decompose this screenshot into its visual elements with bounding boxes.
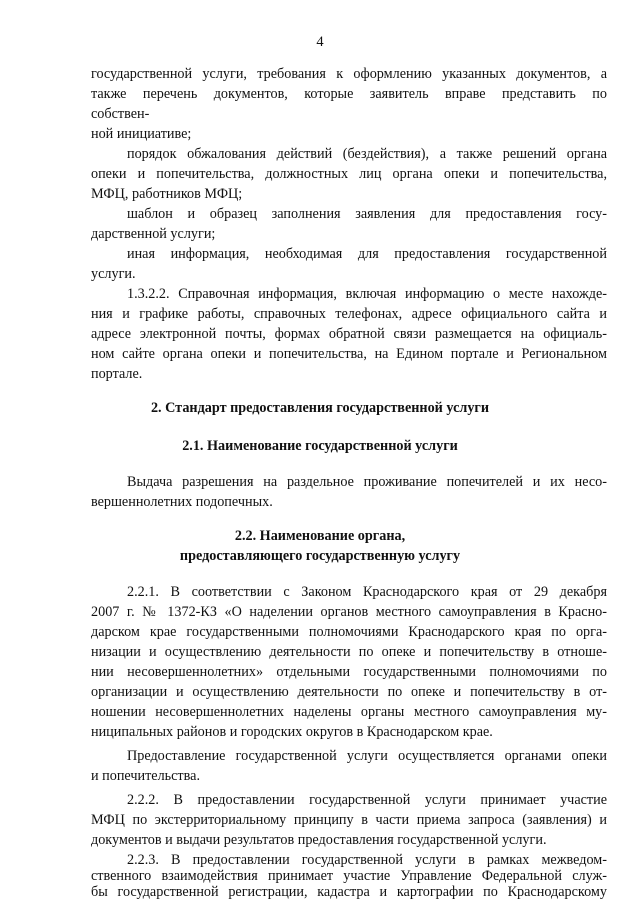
text-line: ния и графике работы, справочных телефонах, адресе официального сайта и [91, 306, 607, 322]
text-line: документов и выдачи результатов предоставления государственной услуги. [91, 832, 547, 848]
text-line: ном сайте органа опеки и попечительства, на Едином портале и Региональном [91, 346, 607, 362]
text-line: МФЦ, работников МФЦ; [91, 186, 243, 202]
text-line: нии несовершеннолетних» отдельными государственными полномочиями по [91, 664, 607, 680]
text-line: шаблон и образец заполнения заявления для предоставления госу- [127, 206, 607, 222]
text-line: ной инициативе; [91, 126, 192, 142]
text-line: Предоставление государственной услуги осуществляется органами опеки [127, 748, 607, 764]
text-line: организации и осуществлению деятельности по опеке и попечительству в от- [91, 684, 607, 700]
text-line: иная информация, необходимая для предоставления государственной [127, 246, 607, 262]
text-line: дарственной услуги; [91, 226, 216, 242]
text-line: порядок обжалования действий (бездействия), а также решений органа [127, 146, 607, 162]
text-line: ниципальных районов и городских округов в Краснодарском крае. [91, 724, 493, 740]
section-heading: 2. Стандарт предоставления государственной услуги [150, 400, 490, 416]
text-line: также перечень документов, которые заявитель вправе представить по [91, 86, 607, 102]
subsection-heading: предоставляющего государственную услугу [179, 548, 461, 564]
text-line: Выдача разрешения на раздельное проживание попечителей и их несо- [127, 474, 607, 490]
text-line: МФЦ по экстерриториальному принципу в части приема запроса (заявления) и [91, 812, 607, 828]
text-line: 2.2.3. В предоставлении государственной услуги в рамках межведом- [127, 852, 607, 868]
text-line: адресе электронной почты, формах обратной связи размещается на официаль- [91, 326, 607, 342]
text-line: государственной услуги, требования к оформлению указанных документов, а [91, 66, 607, 82]
text-line: 2007 г. № 1372-КЗ «О наделении органов местного самоуправления в Красно- [91, 604, 607, 620]
page-number: 4 [316, 34, 324, 50]
text-line: вершеннолетних подопечных. [91, 494, 273, 510]
subsection-heading: 2.2. Наименование органа, [234, 528, 406, 544]
text-line: услуги. [91, 266, 136, 282]
text-line: опеки и попечительства, должностных лиц органа опеки и попечительства, [91, 166, 607, 182]
text-line: низации и осуществлению деятельности по опеке и попечительству в отноше- [91, 644, 607, 660]
text-line: бы государственной регистрации, кадастра и картографии по Краснодарскому [91, 884, 607, 900]
text-line: дарском крае государственными полномочиями Краснодарского края по орга- [91, 624, 607, 640]
text-line: ношении несовершеннолетних наделены органы местного самоуправления му- [91, 704, 607, 720]
text-line: 2.2.1. В соответствии с Законом Краснодарского края от 29 декабря [127, 584, 607, 600]
subsection-heading: 2.1. Наименование государственной услуги [182, 438, 458, 454]
text-line: 2.2.2. В предоставлении государственной услуги принимает участие [127, 792, 607, 808]
text-line: 1.3.2.2. Справочная информация, включая информацию о месте нахожде- [127, 286, 607, 302]
text-line: портале. [91, 366, 143, 382]
text-line: ственного взаимодействия принимает участие Управление Федеральной служ- [91, 868, 607, 884]
text-line: собствен- [91, 106, 150, 122]
text-line: и попечительства. [91, 768, 200, 784]
